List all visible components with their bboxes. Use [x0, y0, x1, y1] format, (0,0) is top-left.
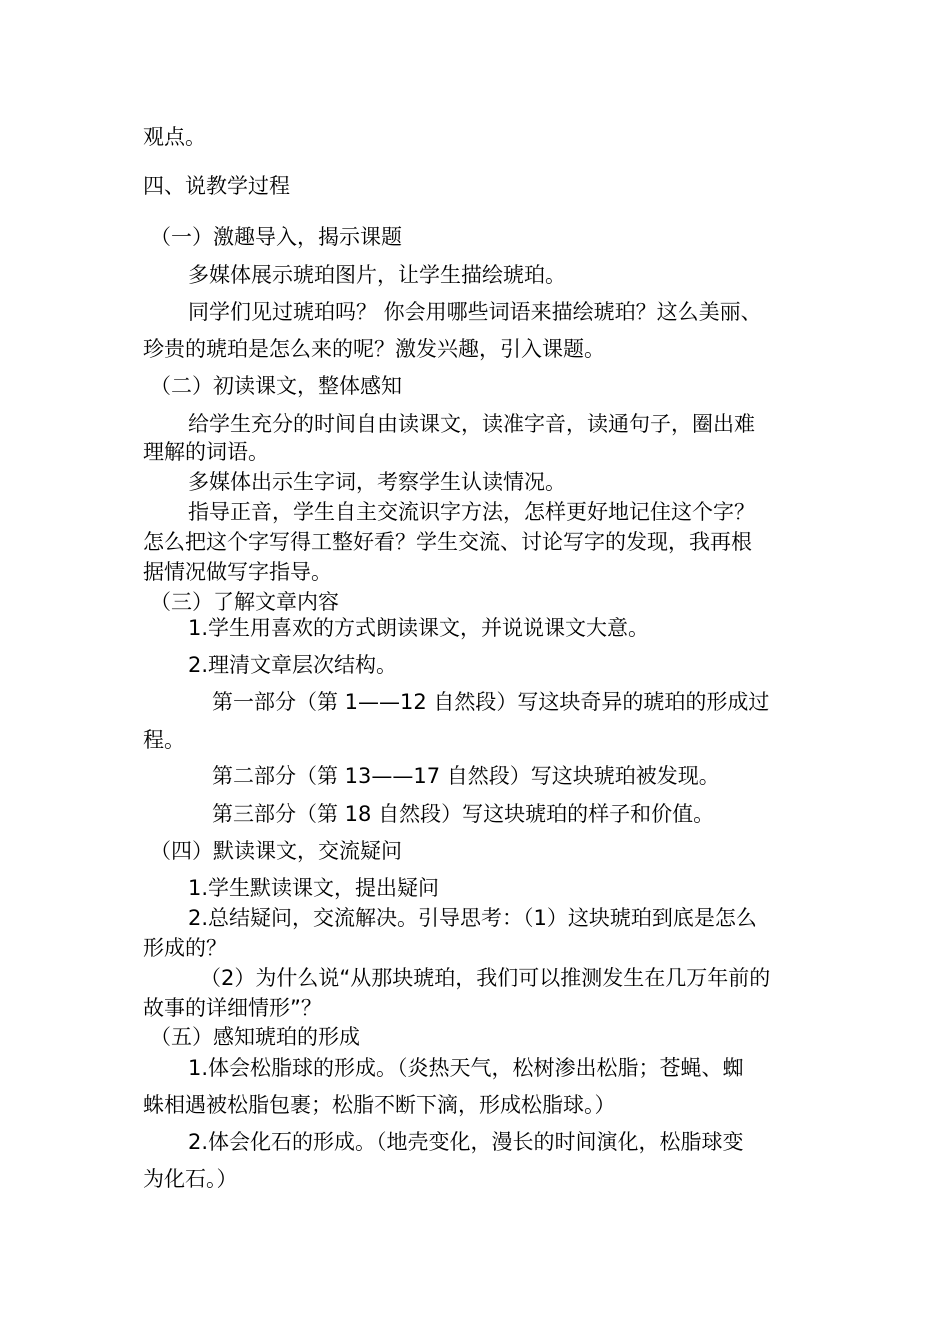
list-item: 2.理清文章层次结构。: [188, 653, 398, 677]
paragraph-line: 形成的？: [143, 936, 227, 960]
paragraph-line: 第三部分（第 18 自然段）写这块琥珀的样子和价值。: [212, 802, 715, 826]
subsection-heading: （二）初读课文，整体感知: [150, 374, 402, 398]
list-item: 1.学生用喜欢的方式朗读课文，并说说课文大意。: [188, 616, 650, 640]
paragraph-line: 给学生充分的时间自由读课文，读准字音，读通句子，圈出难: [188, 412, 755, 436]
list-item: 2.总结疑问，交流解决。引导思考：（1）这块琥珀到底是怎么: [188, 906, 757, 930]
paragraph-line: 据情况做写字指导。: [143, 560, 332, 584]
paragraph-line: 第一部分（第 1——12 自然段）写这块奇异的琥珀的形成过: [212, 690, 770, 714]
list-item: 1.学生默读课文，提出疑问: [188, 876, 440, 900]
paragraph-line: 故事的详细情形”？: [143, 996, 322, 1020]
list-item: 2.体会化石的形成。（地壳变化，漫长的时间演化，松脂球变: [188, 1130, 744, 1154]
paragraph-line: 第二部分（第 13——17 自然段）写这块琥珀被发现。: [212, 764, 720, 788]
subsection-heading: （四）默读课文，交流疑问: [150, 839, 402, 863]
paragraph-line: 程。: [143, 728, 185, 752]
subsection-heading: （三）了解文章内容: [150, 590, 339, 614]
paragraph-line: （2）为什么说“从那块琥珀，我们可以推测发生在几万年前的: [200, 966, 771, 990]
paragraph-line: 为化石。）: [143, 1167, 238, 1191]
subsection-heading: （一）激趣导入，揭示课题: [150, 225, 402, 249]
paragraph-line: 珍贵的琥珀是怎么来的呢？激发兴趣，引入课题。: [143, 337, 605, 361]
section-heading: 四、说教学过程: [143, 174, 290, 198]
list-item: 1.体会松脂球的形成。（炎热天气，松树渗出松脂；苍蝇、蜘: [188, 1056, 744, 1080]
paragraph-line: 怎么把这个字写得工整好看？学生交流、讨论写字的发现，我再根: [143, 530, 752, 554]
paragraph-line: 观点。: [143, 125, 206, 149]
paragraph-line: 蛛相遇被松脂包裹；松脂不断下滴，形成松脂球。）: [143, 1093, 616, 1117]
paragraph-line: 指导正音，学生自主交流识字方法，怎样更好地记住这个字？: [188, 500, 755, 524]
paragraph-line: 理解的词语。: [143, 440, 269, 464]
subsection-heading: （五）感知琥珀的形成: [150, 1025, 360, 1049]
paragraph-line: 多媒体出示生字词，考察学生认读情况。: [188, 470, 566, 494]
paragraph-line: 多媒体展示琥珀图片，让学生描绘琥珀。: [188, 263, 566, 287]
paragraph-line: 同学们见过琥珀吗？ 你会用哪些词语来描绘琥珀？这么美丽、: [188, 300, 762, 324]
